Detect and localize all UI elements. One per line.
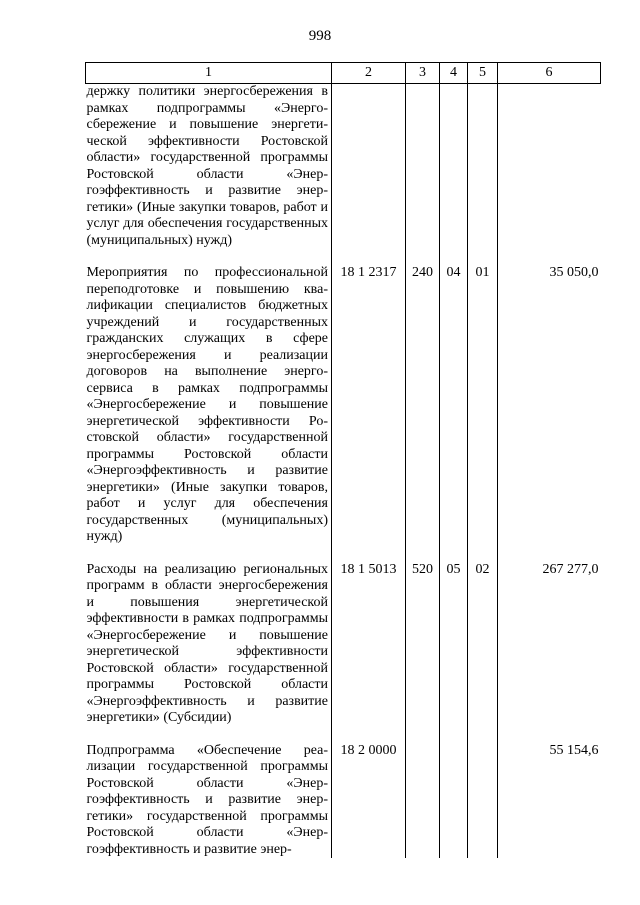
row-expense-type: 240 (406, 265, 440, 546)
row-subsection: 01 (468, 265, 498, 546)
row-target-code: 18 2 0000 (332, 743, 406, 859)
row-target-code (332, 84, 406, 250)
row-description: Подпрограмма «Обеспечение реализации государственной программы Ростовской области «Энергоэффективность и развитие энергетики» государственной программы Ростовской области «Энергоэффективность и развитие энер- (86, 742, 328, 857)
row-expense-type (406, 743, 440, 859)
table-row (86, 562, 601, 727)
row-amount: 55 154,6 (498, 743, 601, 859)
row-subsection (468, 743, 498, 859)
table-row (86, 743, 601, 859)
row-subsection (468, 84, 498, 250)
row-target-code: 18 1 5013 (332, 562, 406, 727)
table-row (86, 265, 601, 546)
header-col-5: 5 (468, 63, 498, 84)
header-col-2: 2 (332, 63, 406, 84)
row-description: Расходы на реализацию региональных программ в области энергосбережения и повышения энергетической эффективности в рамках подпрограммы «Энергосбережение и повышение энергетической эффективности Ростовской области» государственной программы Ростовской области «Энергоэффективность и развитие энергетики» (Субсидии) (86, 561, 328, 725)
row-subsection: 02 (468, 562, 498, 727)
table-header-row (86, 63, 601, 84)
page-number: 998 (308, 28, 332, 44)
row-description: Мероприятия по профессиональной переподготовке и повышению квалификации специалистов бюджетных учреждений и государственных гражданских служащих в сфере энергосбережения и реализации договоров на выполнение энергосервиса в рамках подпрограммы «Энергосбережение и повышение энергетической эффективности Ростовской области» государственной программы Ростовской области «Энергоэффективность и развитие энергетики» (Иные закупки товаров, работ и услуг для обеспечения государственных (муниципальных) нужд) (86, 265, 328, 544)
row-spacer (86, 249, 601, 265)
header-col-6: 6 (498, 63, 601, 84)
row-section (440, 84, 468, 250)
row-section (440, 743, 468, 859)
table-body (86, 84, 601, 859)
table-header (86, 63, 601, 84)
row-spacer (86, 546, 601, 562)
row-section: 04 (440, 265, 468, 546)
row-expense-type (406, 84, 440, 250)
header-col-3: 3 (406, 63, 440, 84)
row-expense-type: 520 (406, 562, 440, 727)
row-description: держку политики энергосбережения в рамках подпрограммы «Энергосбережение и повышение энергетической эффективности Ростовской области» государственной программы Ростовской области «Энергоэффективность и развитие энергетики» (Иные закупки товаров, работ и услуг для обеспечения государственных (муниципальных) нужд) (86, 84, 328, 248)
row-amount (498, 84, 601, 250)
row-spacer (86, 727, 601, 743)
table-row (86, 84, 601, 250)
row-amount: 35 050,0 (498, 265, 601, 546)
header-col-4: 4 (440, 63, 468, 84)
row-target-code: 18 1 2317 (332, 265, 406, 546)
row-section: 05 (440, 562, 468, 727)
header-col-1: 1 (86, 63, 332, 84)
budget-table (85, 62, 601, 858)
row-amount: 267 277,0 (498, 562, 601, 727)
